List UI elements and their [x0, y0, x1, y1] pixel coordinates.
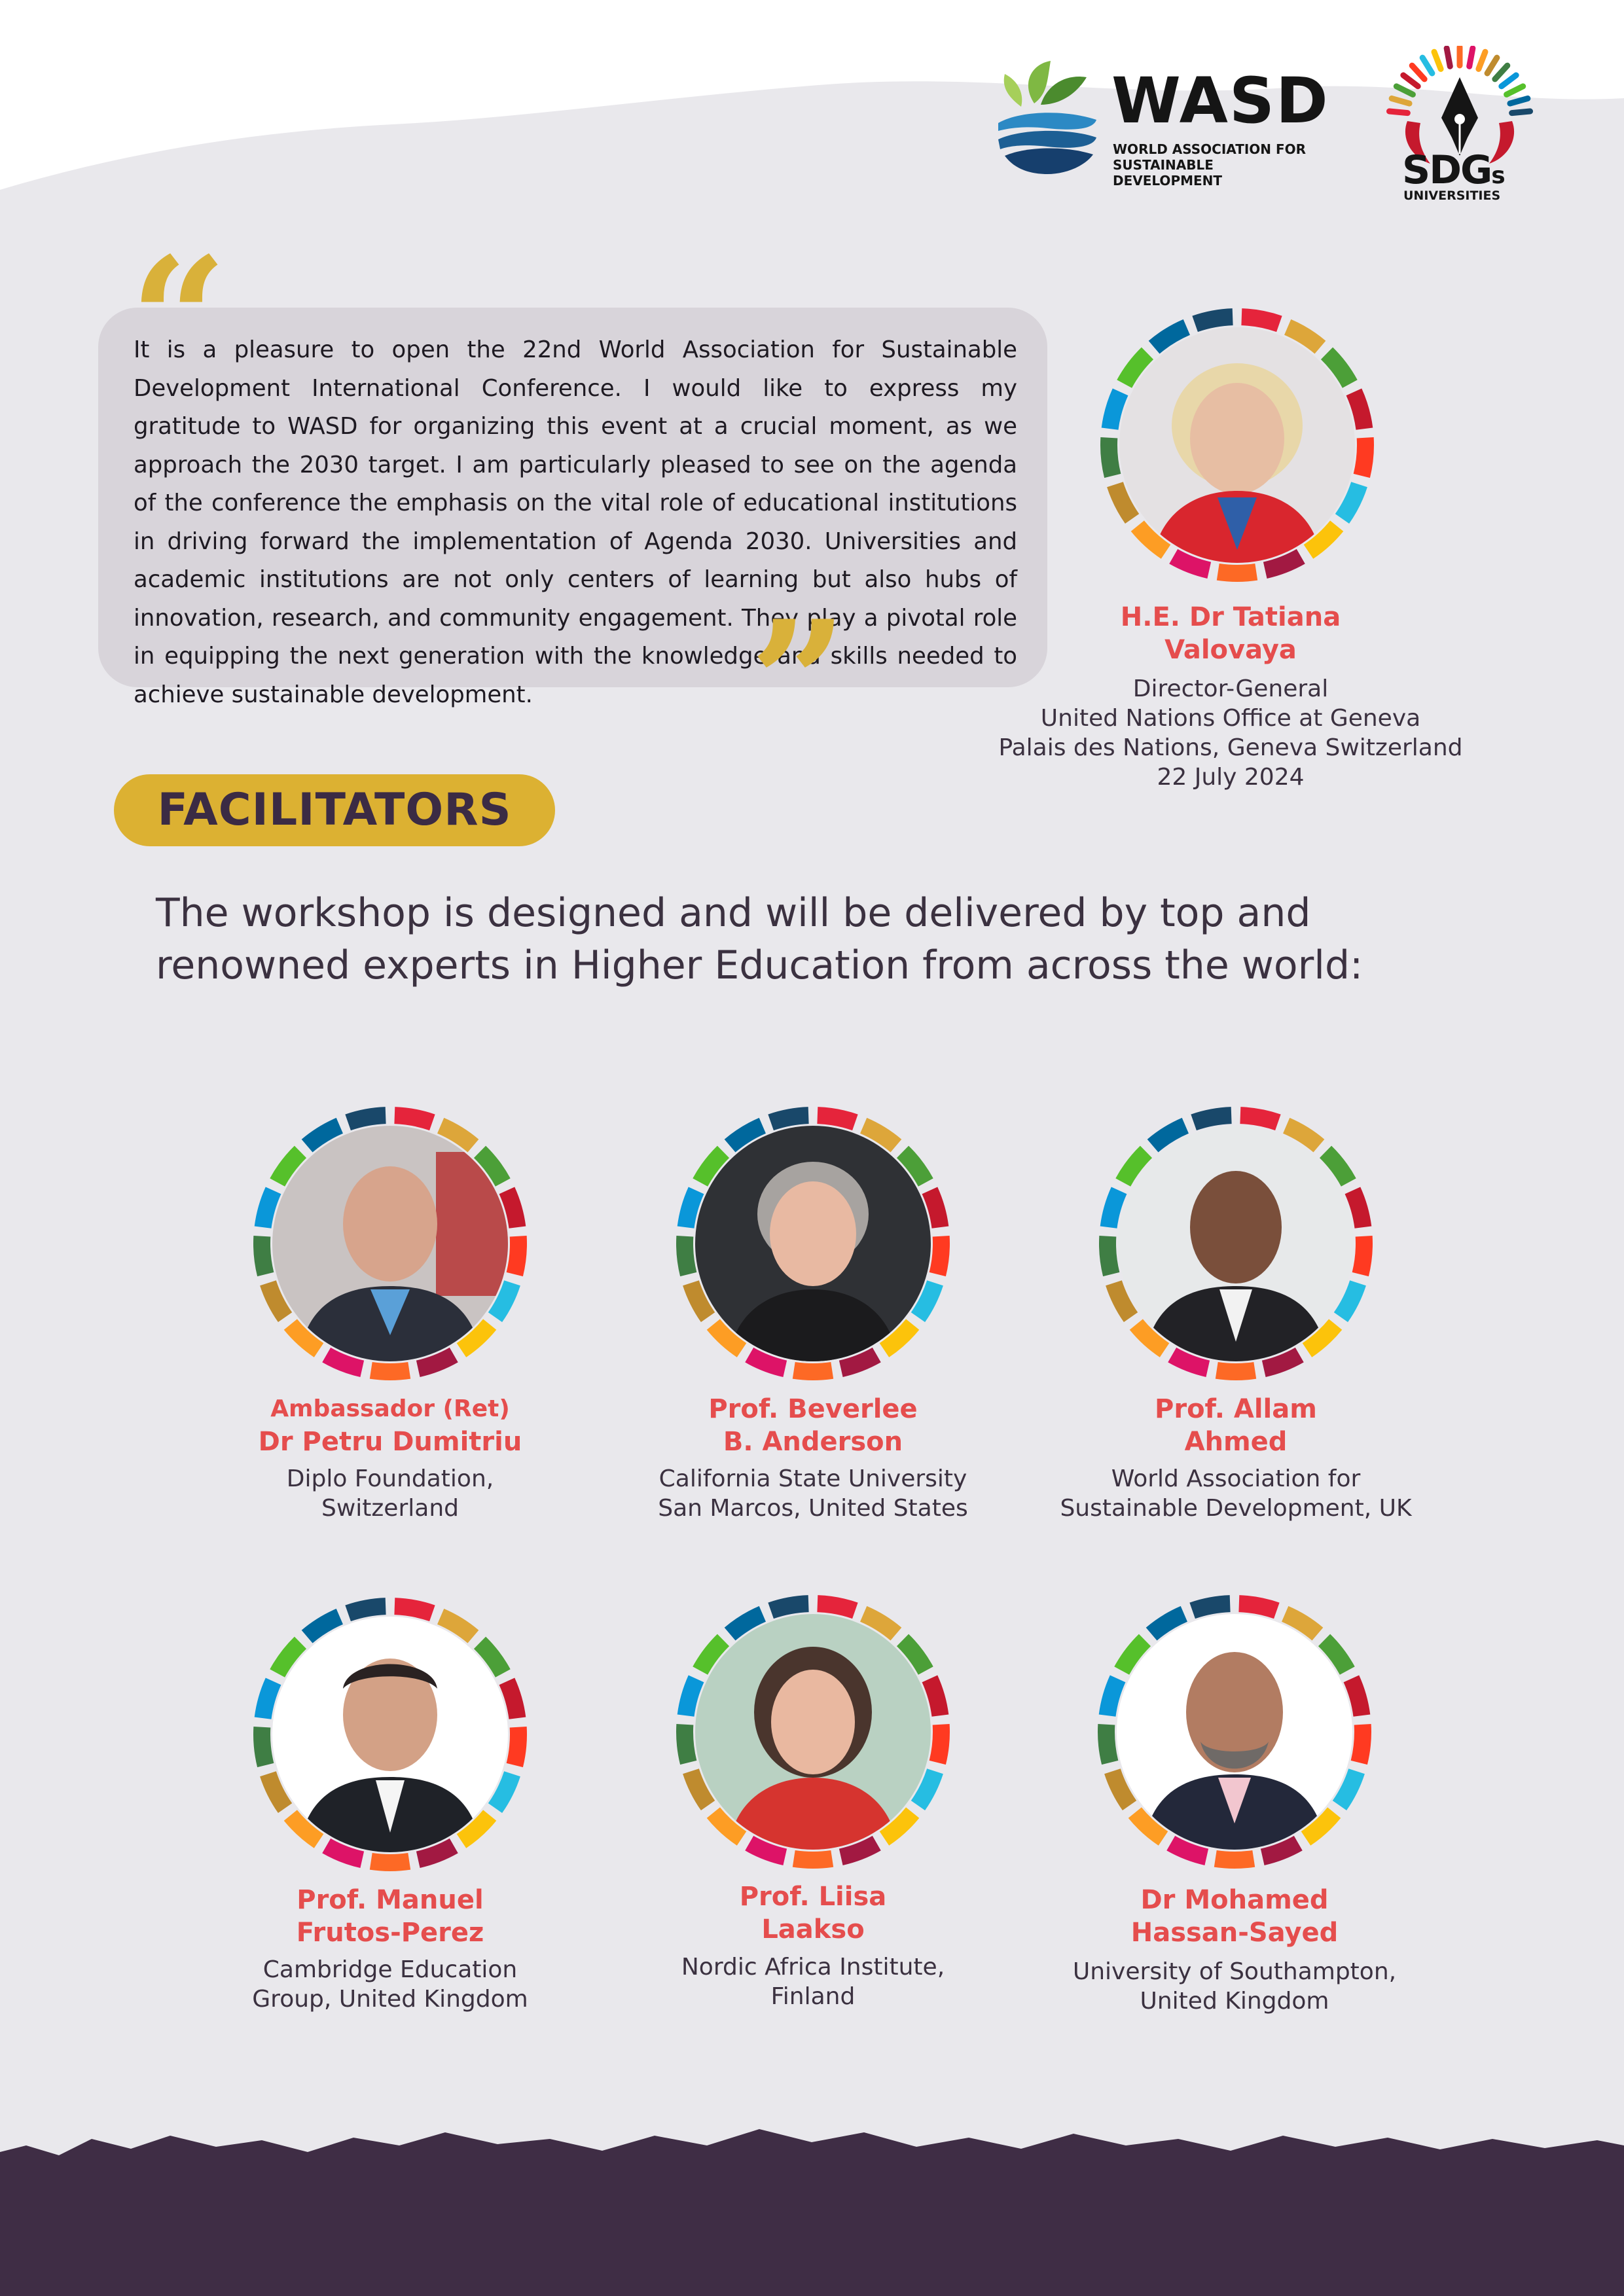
- facilitator-name-6: [1038, 1884, 1431, 1949]
- facilitator-photo-4: [253, 1597, 528, 1872]
- facilitator-aff-1-line1: Diplo Foundation,: [286, 1465, 494, 1492]
- facilitator-affiliation-4: [194, 1955, 586, 2014]
- facilitator-aff-6-line1: University of Southampton,: [1072, 1958, 1397, 1985]
- facilitator-affiliation-6: [1038, 1957, 1431, 2016]
- facilitator-aff-5-line2: Finland: [770, 1983, 856, 2010]
- facilitator-name-3-line2: Ahmed: [1184, 1427, 1288, 1457]
- portrait-silhouette-icon: [695, 1126, 931, 1361]
- sdg-ring-segment: [1174, 556, 1210, 570]
- sdg-ring-segment: [1171, 1843, 1207, 1857]
- sdg-ring-segment: [1109, 1191, 1119, 1227]
- sdg-ring-segment: [507, 1681, 517, 1718]
- sdg-ring-segment: [1108, 1236, 1111, 1274]
- facilitator-name-6-line1: Dr Mohamed: [1140, 1885, 1329, 1915]
- sdg-ring-segment: [1110, 392, 1121, 429]
- sdg-ring-segment: [929, 1191, 940, 1227]
- sdg-ring-segment: [686, 1191, 696, 1227]
- portrait-silhouette-icon: [272, 1617, 508, 1852]
- sdgs-universities-logo: [1381, 46, 1538, 203]
- speaker-photo: [1100, 308, 1375, 583]
- speaker-name-line2: Valovaya: [1164, 635, 1297, 665]
- sdg-ring-segment: [514, 1727, 518, 1765]
- top-wave-background: [0, 0, 1624, 196]
- sdg-ring-segment: [327, 1846, 363, 1859]
- sdg-ring-segment: [1239, 1604, 1277, 1611]
- sdg-ring-segment: [818, 1604, 856, 1611]
- sdgs-wordmark: [1402, 147, 1504, 193]
- sdg-ring-segment: [1354, 392, 1364, 429]
- sdg-ring-segment: [395, 1115, 433, 1122]
- portrait-silhouette-icon: [695, 1614, 931, 1850]
- facilitator-aff-3-line1: World Association for: [1111, 1465, 1361, 1492]
- facilitator-aff-5-line1: Nordic Africa Institute,: [681, 1954, 945, 1981]
- sdg-ring-segment: [841, 1355, 877, 1369]
- sdg-ring-segment: [1194, 1115, 1232, 1122]
- sdg-ring-segment: [371, 1861, 410, 1863]
- workshop-intro-line1: The workshop is designed and will be delivered by top and: [156, 890, 1311, 936]
- sdg-ring-segment: [327, 1355, 363, 1369]
- speaker-portrait: [1119, 327, 1355, 563]
- sdg-ring-segment: [371, 1371, 410, 1372]
- facilitator-photo-6: [1097, 1594, 1372, 1869]
- facilitator-name-4: [194, 1884, 586, 1949]
- facilitator-portrait: [272, 1126, 508, 1361]
- facilitator-name-2: [617, 1393, 1009, 1458]
- sdg-ring-segment: [418, 1355, 454, 1369]
- speaker-org: United Nations Office at Geneva: [1040, 705, 1421, 732]
- quote-box: [98, 308, 1047, 708]
- sdg-ring-segment: [841, 1843, 877, 1857]
- sdgs-wordmark-main: SDG: [1402, 147, 1492, 193]
- wasd-leaf-wave-icon: [995, 58, 1100, 175]
- sdg-ring-segment: [1218, 572, 1257, 573]
- portrait-silhouette-icon: [1117, 1614, 1352, 1850]
- wasd-wordmark: WASD: [1111, 64, 1329, 137]
- speaker-name-line1: H.E. Dr Tatiana: [1120, 602, 1341, 632]
- facilitator-name-2-line1: Prof. Beverlee: [708, 1394, 918, 1424]
- sdg-ring-segment: [1351, 1679, 1362, 1715]
- sdg-ring-segment: [1264, 1355, 1300, 1369]
- facilitator-aff-2-line1: California State University: [659, 1465, 967, 1492]
- sdg-ring-segment: [749, 1355, 785, 1369]
- open-quote-icon: “: [130, 221, 228, 420]
- sdg-ring-segment: [929, 1679, 940, 1715]
- speaker-role: Director-General: [1132, 675, 1329, 702]
- sdg-ring-segment: [771, 1604, 809, 1611]
- wasd-logo: [995, 58, 1329, 188]
- sdg-ring-segment: [1362, 438, 1365, 476]
- facilitator-name-3: [1039, 1393, 1432, 1458]
- sdgs-wordmark-s: s: [1491, 162, 1504, 189]
- workshop-intro: [156, 887, 1504, 992]
- sdg-ring-segment: [1109, 438, 1113, 476]
- facilitator-aff-1-line2: Switzerland: [321, 1495, 459, 1522]
- sdgs-subtitle: UNIVERSITIES: [1403, 188, 1501, 203]
- sdg-ring-segment: [685, 1236, 689, 1274]
- facilitator-name-5-line2: Laakso: [761, 1914, 865, 1945]
- sdg-ring-segment: [1265, 556, 1301, 570]
- sdg-ring-segment: [1216, 1859, 1254, 1860]
- facilitator-photo-5: [676, 1594, 950, 1869]
- sdg-ring-segment: [348, 1606, 386, 1613]
- facilitator-name-4-line2: Frutos-Perez: [296, 1918, 484, 1948]
- facilitator-portrait: [695, 1614, 931, 1850]
- facilitator-name-3-line1: Prof. Allam: [1155, 1394, 1317, 1424]
- sdg-ring-segment: [1108, 1679, 1118, 1715]
- facilitator-name-5-line1: Prof. Liisa: [739, 1882, 887, 1912]
- sdg-ring-segment: [507, 1191, 517, 1227]
- facilitators-label: FACILITATORS: [157, 784, 512, 836]
- sdg-ring-segment: [1360, 1236, 1364, 1274]
- facilitator-aff-6-line2: United Kingdom: [1140, 1988, 1329, 2015]
- sdg-ring-segment: [771, 1115, 809, 1122]
- facilitator-name-2-line2: B. Anderson: [723, 1427, 903, 1457]
- sdg-ring-segment: [794, 1859, 833, 1860]
- facilitator-name-1-line: Dr Petru Dumitriu: [258, 1427, 522, 1457]
- facilitator-affiliation-1: [194, 1464, 586, 1523]
- sdg-ring-segment: [1172, 1355, 1208, 1369]
- facilitator-portrait: [695, 1126, 931, 1361]
- sdg-ring-segment: [794, 1371, 833, 1372]
- speaker-place: Palais des Nations, Geneva Switzerland: [998, 734, 1463, 761]
- facilitator-portrait: [1117, 1614, 1352, 1850]
- sdg-ring-segment: [1195, 317, 1233, 324]
- sdg-ring-segment: [937, 1725, 941, 1763]
- bottom-skyline-band: [0, 2100, 1624, 2296]
- sdg-ring-segment: [1242, 317, 1280, 324]
- facilitator-portrait: [272, 1617, 508, 1852]
- quote-text: It is a pleasure to open the 22nd World Association for Sustainable Development International Conference. I would like to express my gratitude to WASD for organizing this event at a crucial moment, as we approach the 2030 target. I am particularly pleased to see on the agenda of the conference the emphasis on the vital role of educational institutions in driving forward the implementation of Agenda 2030. Universities and academic institutions are not only centers of learning but also hubs of innovation, research, and community engagement. They play a pivotal role in equipping the next generation with the knowledge and skills needed to achieve sustainable development.: [134, 336, 1017, 708]
- wasd-subtitle-line2: SUSTAINABLE DEVELOPMENT: [1113, 157, 1223, 188]
- close-quote-icon: ”: [749, 584, 848, 783]
- sdg-ring-segment: [418, 1846, 454, 1859]
- sdg-ring-segment: [262, 1727, 266, 1765]
- facilitator-name-6-line2: Hassan-Sayed: [1130, 1918, 1339, 1948]
- workshop-intro-line2: renowned experts in Higher Education from across the world:: [156, 942, 1363, 988]
- facilitator-affiliation-2: [617, 1464, 1009, 1523]
- speaker-date: 22 July 2024: [1157, 764, 1305, 791]
- sdg-ring-segment: [1359, 1725, 1363, 1763]
- sdg-ring-segment: [686, 1679, 696, 1715]
- sdg-ring-segment: [1106, 1725, 1110, 1763]
- facilitator-portrait: [1118, 1126, 1354, 1361]
- sdg-ring-segment: [818, 1115, 856, 1122]
- facilitator-photo-3: [1098, 1106, 1373, 1381]
- facilitator-aff-4-line2: Group, United Kingdom: [252, 1986, 528, 2013]
- facilitator-photo-2: [676, 1106, 950, 1381]
- wasd-subtitle-line1: WORLD ASSOCIATION FOR: [1113, 141, 1307, 157]
- portrait-silhouette-icon: [272, 1126, 508, 1361]
- sdg-ring-segment: [348, 1115, 386, 1122]
- sdg-ring-segment: [1217, 1371, 1255, 1372]
- facilitator-affiliation-3: [1013, 1464, 1458, 1523]
- sdg-ring-segment: [263, 1191, 274, 1227]
- sdg-ring-segment: [749, 1843, 785, 1857]
- wasd-subtitle: [1113, 141, 1309, 188]
- speaker-affiliation: [969, 674, 1492, 792]
- sdg-ring-segment: [262, 1236, 266, 1274]
- sdg-ring-segment: [1193, 1604, 1231, 1611]
- facilitator-photo-1: [253, 1106, 528, 1381]
- facilitator-rank-1: Ambassador (Ret): [270, 1395, 510, 1422]
- facilitator-name-5: [617, 1880, 1009, 1946]
- sdg-ring-segment: [937, 1236, 941, 1274]
- facilitator-aff-3-line2: Sustainable Development, UK: [1060, 1495, 1412, 1522]
- facilitators-badge: [114, 774, 555, 846]
- sdg-ring-segment: [514, 1236, 518, 1274]
- speaker-name: [1047, 601, 1414, 666]
- facilitator-name-4-line1: Prof. Manuel: [297, 1885, 484, 1915]
- sdg-ring-segment: [1240, 1115, 1278, 1122]
- portrait-silhouette-icon: [1119, 327, 1355, 563]
- facilitator-name-1: [194, 1393, 586, 1458]
- portrait-silhouette-icon: [1118, 1126, 1354, 1361]
- sdg-ring-segment: [685, 1725, 689, 1763]
- sdg-ring-segment: [1263, 1843, 1299, 1857]
- sdg-ring-segment: [263, 1681, 274, 1718]
- facilitator-aff-4-line1: Cambridge Education: [262, 1956, 518, 1983]
- facilitator-affiliation-5: [617, 1952, 1009, 2011]
- sdg-ring-segment: [1352, 1191, 1363, 1227]
- facilitator-aff-2-line2: San Marcos, United States: [658, 1495, 968, 1522]
- sdg-ring-segment: [395, 1606, 433, 1613]
